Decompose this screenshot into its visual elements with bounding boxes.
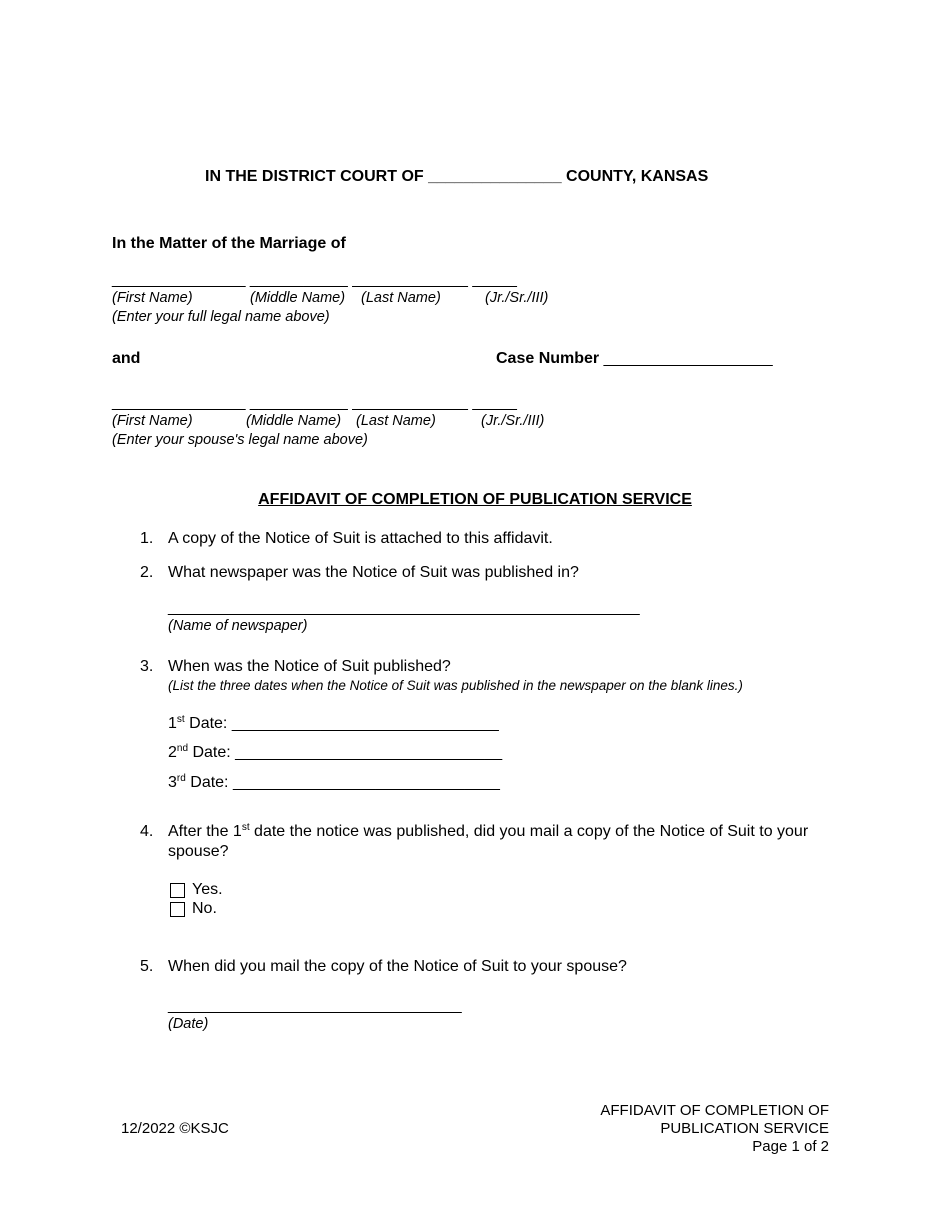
- item1-number: 1.: [140, 530, 154, 547]
- matter-title: In the Matter of the Marriage of: [112, 235, 346, 252]
- item5-number: 5.: [140, 958, 154, 975]
- court-heading: [205, 168, 708, 186]
- mail-date-caption: (Date): [168, 1016, 209, 1032]
- item4-number: 4.: [140, 823, 154, 840]
- date1-blank[interactable]: ______________________________: [231, 715, 499, 732]
- footer-page-number: Page 1 of 2: [752, 1138, 829, 1155]
- footer-revision: 12/2022 ©KSJC: [121, 1120, 229, 1137]
- date3-label: Date:: [185, 774, 233, 791]
- and-label: and: [112, 350, 141, 367]
- date2-label: Date:: [188, 744, 236, 761]
- party2-label-middle: (Middle Name): [246, 413, 342, 429]
- party1-note: (Enter your full legal name above): [112, 309, 330, 325]
- date3-ordinal: 3: [168, 774, 177, 791]
- party1-name-blanks[interactable]: _______________ ___________ _____________ _____: [112, 271, 517, 288]
- item2-text: What newspaper was the Notice of Suit was published in?: [168, 564, 579, 581]
- party2-label-first: (First Name): [112, 413, 193, 429]
- date3-blank[interactable]: ______________________________: [232, 774, 500, 791]
- item4-text-line2: spouse?: [168, 843, 229, 860]
- case-number-label: Case Number: [496, 350, 600, 367]
- item3-text: When was the Notice of Suit published?: [168, 658, 451, 675]
- date1-ordinal: 1: [168, 715, 177, 732]
- yes-label: Yes.: [192, 881, 223, 898]
- newspaper-caption: (Name of newspaper): [168, 618, 308, 634]
- mail-date-blank[interactable]: _________________________________: [168, 997, 462, 1014]
- item4-text-b: date the notice was published, did you mail a copy of the Notice of Suit to your: [249, 823, 809, 840]
- item3-instruction: (List the three dates when the Notice of Suit was published in the newspaper on the blank lines.): [168, 678, 743, 693]
- no-label: No.: [192, 900, 217, 917]
- yes-checkbox[interactable]: [170, 883, 185, 898]
- item4-text-a: After the 1: [168, 823, 242, 840]
- party2-label-suffix: (Jr./Sr./III): [481, 413, 545, 429]
- item4-text-sup: st: [241, 822, 250, 833]
- date2-ordinal: 2: [168, 744, 177, 761]
- party1-label-first: (First Name): [112, 290, 193, 306]
- date-line-3: [168, 774, 500, 792]
- item4-text: [168, 823, 808, 841]
- item1-text: A copy of the Notice of Suit is attached to this affidavit.: [168, 530, 553, 547]
- no-checkbox[interactable]: [170, 902, 185, 917]
- affidavit-title: AFFIDAVIT OF COMPLETION OF PUBLICATION SERVICE: [258, 491, 692, 508]
- footer-form-title-2: PUBLICATION SERVICE: [660, 1120, 829, 1137]
- party1-label-suffix: (Jr./Sr./III): [485, 290, 549, 306]
- party2-name-blanks[interactable]: _______________ ___________ _____________ _____: [112, 394, 517, 411]
- court-heading-pre: IN THE DISTRICT COURT OF: [205, 168, 429, 185]
- party2-note: (Enter your spouse's legal name above): [112, 432, 368, 448]
- date2-blank[interactable]: ______________________________: [235, 744, 503, 761]
- county-blank[interactable]: _______________: [428, 168, 562, 185]
- case-number: [496, 350, 773, 368]
- party1-label-middle: (Middle Name): [250, 290, 346, 306]
- date3-ordinal-suffix: rd: [176, 773, 186, 784]
- date-line-1: [168, 715, 499, 733]
- date1-ordinal-suffix: st: [176, 714, 185, 725]
- party1-label-last: (Last Name): [361, 290, 441, 306]
- party2-label-last: (Last Name): [356, 413, 436, 429]
- footer-form-title-1: AFFIDAVIT OF COMPLETION OF: [600, 1102, 829, 1119]
- item2-number: 2.: [140, 564, 154, 581]
- newspaper-blank[interactable]: _____________________________________________________: [168, 599, 640, 616]
- date-line-2: [168, 744, 502, 762]
- case-number-blank[interactable]: ___________________: [603, 350, 773, 367]
- date2-ordinal-suffix: nd: [176, 743, 189, 754]
- item5-text: When did you mail the copy of the Notice of Suit to your spouse?: [168, 958, 627, 975]
- date1-label: Date:: [184, 715, 232, 732]
- court-heading-post: COUNTY, KANSAS: [561, 168, 709, 185]
- item3-number: 3.: [140, 658, 154, 675]
